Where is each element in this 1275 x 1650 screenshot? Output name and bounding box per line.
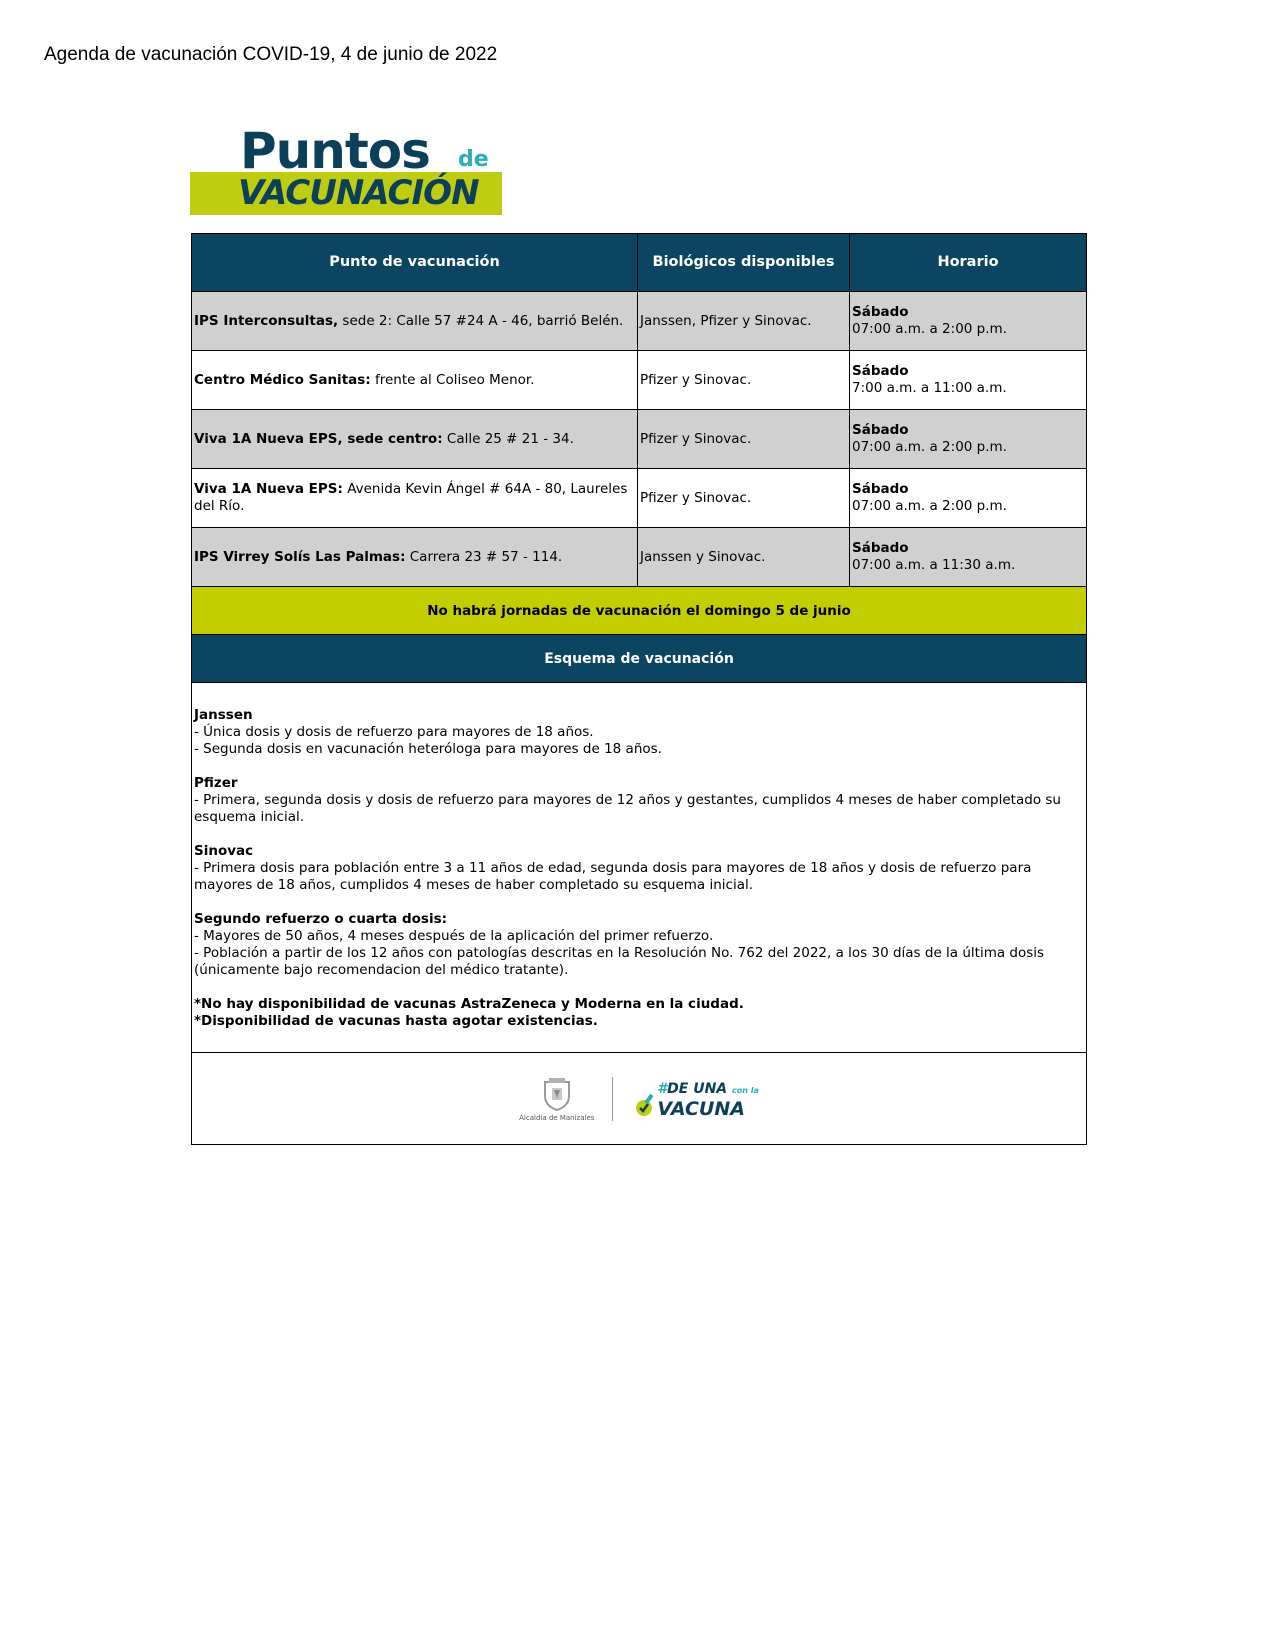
biologics-cell: Janssen, Pfizer y Sinovac. [638,292,850,350]
place-name: Centro Médico Sanitas: [194,371,371,388]
schedule-hours: 07:00 a.m. a 2:00 p.m. [852,321,1007,337]
scheme-line: - Primera dosis para población entre 3 a 11 años de edad, segunda dosis para mayores de 18 años y dosis de refuerzo para mayores de 18 años, cumplidos 4 meses de haber completado su esquema inicial. [194,860,1032,893]
schedule-cell [850,292,1086,350]
logo-title-de: de [458,147,489,172]
table-row [191,469,1087,528]
puntos-de-vacunacion-logo [190,122,502,215]
place-cell [192,410,638,468]
schedule-day: Sábado [852,481,909,497]
biologics-cell: Janssen y Sinovac. [638,528,850,586]
schedule-day: Sábado [852,422,909,438]
brand-line1: DE UNA [667,1080,728,1097]
place-name: IPS Interconsultas, [194,312,339,329]
place-cell [192,469,638,527]
place-address: frente al Coliseo Menor. [370,371,535,388]
scheme-notes [194,996,1084,1030]
schedule-hours: 7:00 a.m. a 11:00 a.m. [852,380,1007,396]
scheme-sinovac [194,843,1084,894]
place-name: Viva 1A Nueva EPS, sede centro: [194,430,443,447]
table-header-row [191,233,1087,292]
scheme-pfizer [194,775,1084,826]
scheme-janssen-title: Janssen [194,707,253,723]
schedule-cell [850,410,1086,468]
schedule-cell [850,469,1086,527]
scheme-sinovac-title: Sinovac [194,843,254,859]
table-row [191,410,1087,469]
place-name: Viva 1A Nueva EPS: [194,481,343,497]
header-schedule: Horario [937,254,999,270]
syringe-check-icon [633,1092,655,1118]
table-row [191,528,1087,587]
coat-of-arms-icon [541,1076,573,1112]
place-name: IPS Virrey Solís Las Palmas: [194,548,406,565]
document-header: Agenda de vacunación COVID-19, 4 de junio de 2022 [44,44,498,65]
table-footer [191,1053,1087,1145]
no-sunday-notice: No habrá jornadas de vacunación el domingo 5 de junio [191,587,1087,635]
place-address: sede 2: Calle 57 #24 A - 46, barrió Belén. [338,312,624,329]
place-address: Carrera 23 # 57 - 114. [405,548,563,565]
logo-title-top: Puntos [240,122,430,180]
biologics-cell: Pfizer y Sinovac. [638,351,850,409]
place-cell [192,292,638,350]
scheme-janssen [194,707,1084,758]
biologics-cell: Pfizer y Sinovac. [638,469,850,527]
schedule-cell [850,351,1086,409]
biologics-cell: Pfizer y Sinovac. [638,410,850,468]
header-place: Punto de vacunación [192,234,638,291]
scheme-note: *Disponibilidad de vacunas hasta agotar existencias. [194,1013,598,1029]
brand-line2: VACUNA [657,1097,745,1120]
schedule-hours: 07:00 a.m. a 2:00 p.m. [852,439,1007,455]
schedule-day: Sábado [852,540,909,556]
place-cell [192,351,638,409]
schedule-hours: 07:00 a.m. a 2:00 p.m. [852,498,1007,514]
de-una-brand [633,1080,758,1118]
schedule-day: Sábado [852,304,909,320]
alcaldia-caption: Alcaldía de Manizales [519,1113,595,1122]
scheme-title: Esquema de vacunación [191,635,1087,683]
scheme-line: - Población a partir de los 12 años con patologías descritas en la Resolución No. 762 del 2022, a los 30 días de la última dosis (únicamente bajo recomendacion del médico tratante). [194,945,1045,978]
logo-title-bottom: VACUNACIÓN [238,173,479,213]
scheme-line: - Segunda dosis en vacunación heteróloga para mayores de 18 años. [194,741,662,757]
table-row [191,292,1087,351]
scheme-pfizer-title: Pfizer [194,775,238,791]
alcaldia-logo [519,1076,594,1122]
schedule-cell [850,528,1086,586]
vaccination-scheme [191,683,1087,1053]
scheme-note: *No hay disponibilidad de vacunas AstraZeneca y Moderna en la ciudad. [194,996,744,1012]
header-biologics: Biológicos disponibles [638,234,850,291]
vaccination-table [191,233,1087,1145]
scheme-second-booster [194,911,1084,979]
footer-divider [612,1077,613,1121]
scheme-second-booster-title: Segundo refuerzo o cuarta dosis: [194,911,447,927]
schedule-day: Sábado [852,363,909,379]
table-row [191,351,1087,410]
scheme-line: - Primera, segunda dosis y dosis de refuerzo para mayores de 12 años y gestantes, cumplidos 4 meses de haber completado su esquema inicial. [194,792,1061,825]
schedule-hours: 07:00 a.m. a 11:30 a.m. [852,557,1016,573]
place-address: Calle 25 # 21 - 34. [442,430,574,447]
place-cell [192,528,638,586]
place-address: Avenida Kevin Ángel # 64A - 80, Laureles del Río. [194,481,628,514]
brand-hash: # [657,1080,668,1097]
brand-line1-small: con la [732,1085,759,1095]
scheme-line: - Única dosis y dosis de refuerzo para mayores de 18 años. [194,724,594,740]
scheme-line: - Mayores de 50 años, 4 meses después de la aplicación del primer refuerzo. [194,928,714,944]
